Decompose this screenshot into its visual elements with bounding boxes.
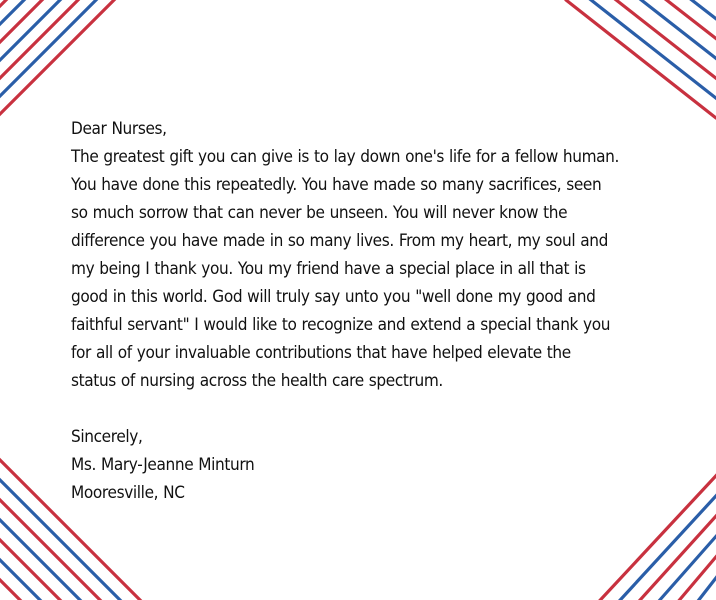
stripe <box>0 0 106 106</box>
stripe <box>0 550 50 600</box>
signer-location: Mooresville, NC <box>71 483 185 502</box>
paragraph-gap <box>71 395 620 423</box>
stripe <box>586 0 716 106</box>
letter-salutation: Dear Nurses, <box>71 119 167 138</box>
letter-closing: Sincerely, <box>71 427 143 446</box>
stripe <box>671 545 716 600</box>
stripe <box>611 485 716 600</box>
letter <box>71 115 620 507</box>
stripe <box>0 0 124 124</box>
stripe <box>0 0 52 52</box>
letter-body: The greatest gift you can give is to lay down one's life for a fellow human. You have done this repeatedly. You have made so many sacrifices, seen so much sorrow that can never be unseen. You will never know the difference you have made in so many lives. From my heart, my soul and my being I thank you. You my friend have a special place in all that is good in this world. God will truly say unto you "well done my good and faithful servant" I would like to recognize and extend a special thank you for all of your invaluable contributions that have helped elevate the status of nursing across the health care spectrum. <box>71 147 620 390</box>
stripe <box>0 0 88 88</box>
stripe <box>0 0 16 16</box>
signer-name: Ms. Mary-Jeanne Minturn <box>71 455 255 474</box>
